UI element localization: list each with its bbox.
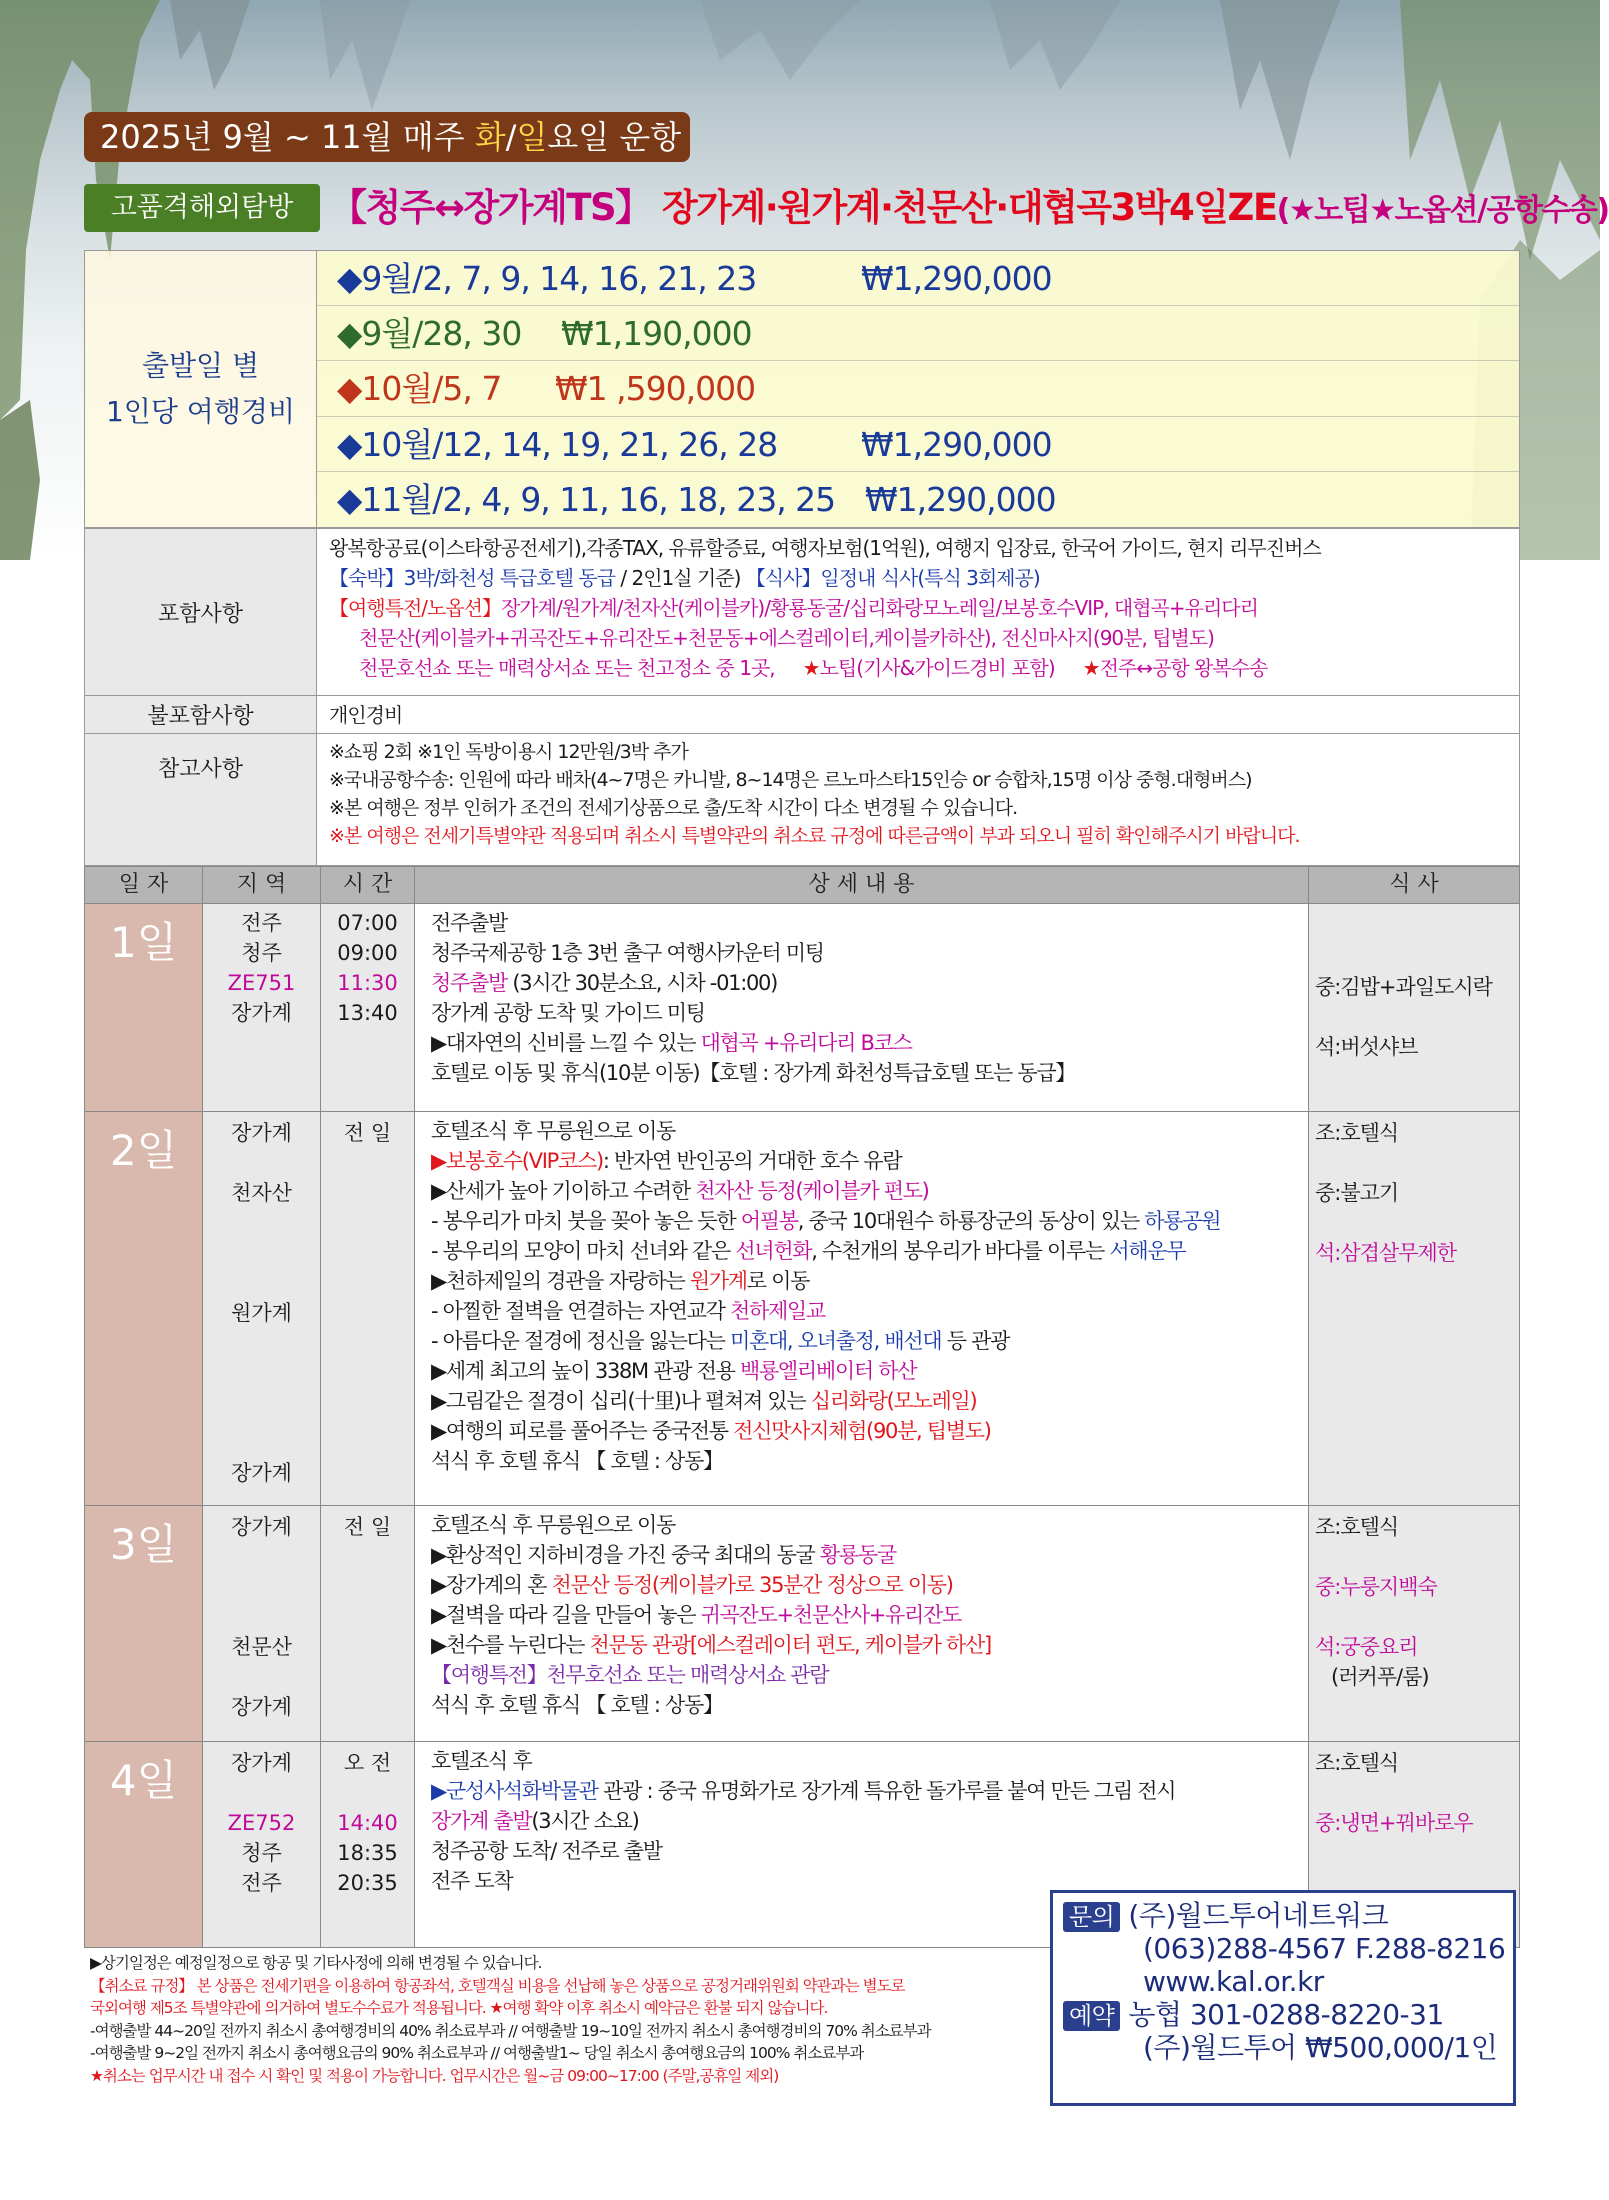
includes-notip: 노팁(기사&가이드경비 포함) [819, 656, 1055, 680]
detail-text: - 아찔한 절벽을 연결하는 자연교각 [431, 1299, 730, 1323]
detail-highlight: 천자산 등정(케이블카 편도) [695, 1179, 929, 1203]
title-route: 【청주↔장가계TS】 [330, 186, 651, 229]
excludes-section [84, 696, 1520, 734]
day-meals [1309, 904, 1519, 1111]
detail-text: , 수천개의 봉우리가 바다를 이루는 [811, 1239, 1110, 1263]
includes-special-list: 장가계/원가계/천자산(케이블카)/황룡동굴/십리화랑모노레일/보봉호수VIP, 대협곡+유리다리 [500, 596, 1258, 620]
meal: 중:불고기 [1315, 1181, 1399, 1205]
region: 원가계 [231, 1301, 292, 1325]
includes-meal: 【식사】일정내 식사(특식 3회제공) [745, 566, 1040, 590]
region: 전주 [241, 911, 282, 935]
time: 14:40 [337, 1811, 398, 1835]
detail-highlight: 대협곡 +유리다리 B코스 [700, 1031, 912, 1055]
day-details [415, 1112, 1309, 1505]
day-label: 4일 [85, 1742, 203, 1947]
detail-line [431, 1206, 1296, 1236]
detail-line: 호텔조식 후 무릉원으로 이동 [431, 1513, 675, 1537]
detail-text: ▶산세가 높아 기이하고 수려한 [431, 1179, 696, 1203]
includes-line [329, 593, 1507, 623]
cancel-policy-text: 국외여행 제5조 특별약관에 의거하여 별도수수료가 적용됩니다. [90, 1999, 490, 2017]
detail-line: 전주 도착 [431, 1869, 513, 1893]
includes-hotel: 【숙박】3박/화천성 특급호텔 동급 [329, 566, 616, 590]
day-regions [203, 1112, 321, 1505]
notes-line: ※쇼핑 2회 ※1인 독방이용시 12만원/3박 추가 [329, 741, 688, 763]
detail-line [431, 1570, 1296, 1600]
includes-line [329, 653, 1507, 683]
title-main: 장가계·원가계·천문산·대협곡3박4일ZE [650, 186, 1277, 229]
footer-line [90, 1975, 1054, 1998]
detail-highlight: 백룡엘리베이터 하산 [739, 1359, 917, 1383]
notes-label: 참고사항 [85, 734, 317, 865]
detail-text: ▶그림같은 절경이 십리(十里)나 펼쳐져 있는 [431, 1389, 811, 1413]
region: 천문산 [231, 1635, 292, 1659]
includes-special-label: 【여행특전/노옵션】 [329, 596, 501, 620]
detail-line: 호텔조식 후 무릉원으로 이동 [431, 1119, 675, 1143]
day-details [415, 904, 1309, 1111]
day-times [321, 904, 415, 1111]
excludes-label: 불포함사항 [85, 696, 317, 733]
price-row [317, 361, 1519, 416]
day-meals [1309, 1506, 1519, 1741]
notes-section [84, 734, 1520, 866]
day-regions [203, 1742, 321, 1947]
day-label: 1일 [85, 904, 203, 1111]
meal: 석:삼겹살무제한 [1315, 1241, 1457, 1265]
includes-show: 천문호선쇼 또는 매력상서쇼 또는 천고정소 중 1곳, [359, 656, 775, 680]
season-day-tue: 화 [474, 118, 506, 156]
day-regions [203, 904, 321, 1111]
star-icon: ★ [802, 656, 820, 680]
detail-text: ▶대자연의 신비를 느낄 수 있는 [431, 1031, 701, 1055]
detail-text: , 중국 10대원수 하룡장군의 동상이 있는 [797, 1209, 1145, 1233]
meal: (러커푸/룸) [1331, 1665, 1429, 1689]
time: 07:00 [337, 911, 398, 935]
meal: 석:버섯샤브 [1315, 1035, 1418, 1059]
footer-line: -여행출발 44~20일 전까지 취소시 총여행경비의 40% 취소료부과 // 여행출발 19~10일 전까지 취소시 총여행경비의 70% 취소료부과 [90, 2021, 931, 2040]
detail-text: (3시간 소요) [531, 1809, 639, 1833]
detail-line: 전주출발 [431, 911, 507, 935]
cancel-policy-text: 본 상품은 전세기편을 이용하여 항공좌석, 호텔객실 비용을 선납해 놓은 상품으로 공정거래위원회 약관과는 별도로 [192, 1976, 905, 1995]
detail-line [431, 1806, 1296, 1836]
flight-code: ZE751 [227, 971, 296, 995]
detail-text: 등 관광 [941, 1329, 1010, 1353]
header-time: 시 간 [321, 867, 415, 903]
day-times [321, 1742, 415, 1947]
region: 장가계 [231, 1121, 292, 1145]
detail-text: - 봉우리의 모양이 마치 선녀와 같은 [431, 1239, 736, 1263]
price-dates: ◆10월/12, 14, 19, 21, 26, 28 [337, 424, 778, 464]
price-row [317, 472, 1519, 527]
contact-account-row [1063, 1998, 1503, 2031]
detail-highlight: 황룡동굴 [819, 1543, 896, 1567]
detail-highlight: 귀곡잔도+천문산사+유리잔도 [700, 1603, 961, 1627]
category-tag: 고품격해외탐방 [84, 184, 320, 232]
schedule-table [84, 866, 1520, 1948]
price-label-line1: 출발일 별 [141, 349, 260, 382]
price-amount: ₩1,290,000 [861, 259, 1052, 298]
meal: 조:호텔식 [1315, 1515, 1399, 1539]
detail-text: : 반자연 반인공의 거대한 호수 유람 [602, 1149, 902, 1173]
detail-line [431, 1326, 1296, 1356]
region: 장가계 [231, 1695, 292, 1719]
includes-label: 포함사항 [85, 529, 317, 695]
day-times [321, 1112, 415, 1505]
detail-highlight: ▶보봉호수(VIP코스) [431, 1149, 603, 1173]
detail-highlight: 전신맛사지체험(90분, 팁별도) [733, 1419, 991, 1443]
day-label: 3일 [85, 1506, 203, 1741]
season-suffix: 요일 운항 [547, 118, 682, 156]
day-meals [1309, 1112, 1519, 1505]
contact-deposit: (주)월드투어 ₩500,000/1인 [1143, 2031, 1498, 2064]
detail-line: 【여행특전】천무호선쇼 또는 매력상서쇼 관람 [431, 1663, 829, 1687]
detail-highlight: 천하제일교 [729, 1299, 825, 1323]
footer-notes [84, 1948, 1054, 2108]
season-banner [84, 112, 690, 162]
detail-line [431, 968, 1296, 998]
detail-highlight: 천문산 등정(케이블카로 35분간 정상으로 이동) [551, 1573, 953, 1597]
detail-highlight: ▶군성사석화박물관 [431, 1779, 598, 1803]
deposit-notice: ★여행 확약 이후 취소시 예약금은 환불 되지 않습니다. [489, 1999, 828, 2017]
meal: 조:호텔식 [1315, 1751, 1399, 1775]
detail-line: 청주국제공항 1층 3번 출구 여행사카운터 미팅 [431, 941, 824, 965]
header-region: 지 역 [203, 867, 321, 903]
season-day-sun: 일 [516, 118, 548, 156]
region: 장가계 [231, 1515, 292, 1539]
price-amount: ₩1,290,000 [861, 424, 1052, 464]
detail-line [431, 1356, 1296, 1386]
detail-text: ▶여행의 피로를 풀어주는 중국전통 [431, 1419, 734, 1443]
detail-line [431, 1386, 1296, 1416]
detail-line: 석식 후 호텔 휴식 【 호텔 : 상동】 [431, 1449, 723, 1473]
time: 18:35 [337, 1841, 398, 1865]
day-row-3 [85, 1505, 1519, 1741]
time: 09:00 [337, 941, 398, 965]
detail-highlight: 선녀헌화 [735, 1239, 812, 1263]
price-amount: ₩1,190,000 [561, 314, 752, 354]
detail-text: ▶천하제일의 경관을 자랑하는 [431, 1269, 690, 1293]
time: 오 전 [343, 1751, 392, 1775]
meal: 조:호텔식 [1315, 1121, 1399, 1145]
notes-line: ※본 여행은 정부 인허가 조건의 전세기상품으로 출/도착 시간이 다소 변경될 수 있습니다. [329, 797, 1018, 819]
includes-room: / 2인1실 기준) [615, 566, 746, 590]
detail-text: ▶세계 최고의 높이 338M 관광 전용 [431, 1359, 740, 1383]
tour-title [330, 178, 1609, 238]
star-icon: ★ [1082, 656, 1100, 680]
contact-company: (주)월드투어네트워크 [1128, 1899, 1389, 1932]
time: 전 일 [343, 1515, 392, 1539]
day-label: 2일 [85, 1112, 203, 1505]
price-label [85, 251, 317, 527]
footer-line: -여행출발 9~2일 전까지 취소시 총여행요금의 90% 취소료부과 // 여행출발1~ 당일 취소시 총여행요금의 100% 취소료부과 [90, 2044, 864, 2062]
region: 천자산 [231, 1181, 292, 1205]
header-day: 일 자 [85, 867, 203, 903]
price-table [84, 250, 1520, 528]
season-separator: / [505, 118, 517, 156]
time: 전 일 [343, 1121, 392, 1145]
detail-highlight: 미혼대, 오녀출정, 배선대 [729, 1329, 942, 1353]
contact-company-row [1063, 1899, 1503, 1932]
detail-line [431, 1600, 1296, 1630]
price-row [317, 306, 1519, 361]
detail-line [431, 1540, 1296, 1570]
detail-text: (3시간 30분소요, 시차 -01:00) [506, 971, 777, 995]
flight-code: ZE752 [227, 1811, 296, 1835]
meal: 중:김밥+과일도시락 [1315, 975, 1492, 999]
footer-line [90, 1997, 1054, 2020]
price-amount: ₩1,290,000 [865, 479, 1056, 519]
price-row [317, 417, 1519, 472]
detail-highlight: 장가계 출발 [431, 1809, 532, 1833]
time: 13:40 [337, 1001, 398, 1025]
includes-line: 천문산(케이블카+귀곡잔도+유리잔도+천문동+에스컬레이터,케이블카하산), 전신마사지(90분, 팁별도) [359, 626, 1214, 650]
meal: 중:누룽지백숙 [1315, 1575, 1437, 1599]
detail-line: 석식 후 호텔 휴식 【 호텔 : 상동】 [431, 1693, 723, 1717]
detail-highlight: 천문동 관광[에스컬레이터 편도, 케이블카 하산] [589, 1633, 991, 1657]
detail-text: - 아름다운 절경에 정신을 잃는다는 [431, 1329, 730, 1353]
includes-section [84, 528, 1520, 696]
includes-text [317, 529, 1519, 695]
day-row-2 [85, 1111, 1519, 1505]
meal: 석:궁중요리 [1315, 1635, 1418, 1659]
price-rows [317, 251, 1519, 527]
time: 20:35 [337, 1871, 398, 1895]
day-details [415, 1506, 1309, 1741]
day-times [321, 1506, 415, 1741]
contact-phone: (063)288-4567 F.288-8216 [1143, 1932, 1506, 1965]
detail-line [431, 1416, 1296, 1446]
day-regions [203, 1506, 321, 1741]
meal: 중:냉면+꿔바로우 [1315, 1811, 1473, 1835]
detail-line: 청주공항 도착/ 전주로 출발 [431, 1839, 662, 1863]
detail-text: ▶천수를 누린다는 [431, 1633, 590, 1657]
footer-line: ▶상기일정은 예정일정으로 항공 및 기타사정에 의해 변경될 수 있습니다. [90, 1954, 542, 1972]
contact-account: 농협 301-0288-8220-31 [1128, 1998, 1444, 2031]
detail-line: 호텔로 이동 및 휴식(10분 이동)【호텔 : 장가계 화천성특급호텔 또는 동급】 [431, 1061, 1076, 1085]
region: 장가계 [231, 1461, 292, 1485]
detail-line: 호텔조식 후 [431, 1749, 532, 1773]
region: 장가계 [231, 1001, 292, 1025]
detail-text: 로 이동 [746, 1269, 810, 1293]
detail-highlight: 하룡공원 [1144, 1209, 1221, 1233]
schedule-header [85, 867, 1519, 903]
day-row-1 [85, 903, 1519, 1111]
detail-line [431, 1236, 1296, 1266]
price-dates: ◆9월/28, 30 [337, 314, 522, 354]
price-dates: ◆10월/5, 7 [337, 369, 502, 409]
region: 청주 [241, 1841, 282, 1865]
region: 전주 [241, 1871, 282, 1895]
detail-text: 관광 : 중국 유명화가로 장가계 특유한 돌가루를 붙여 만든 그림 전시 [597, 1779, 1176, 1803]
price-row [317, 251, 1519, 306]
detail-text: - 봉우리가 마치 붓을 꽂아 놓은 듯한 [431, 1209, 741, 1233]
contact-website[interactable]: www.kal.or.kr [1143, 1965, 1324, 1998]
header-detail: 상 세 내 용 [415, 867, 1309, 903]
cancel-policy-label: 【취소료 규정】 [90, 1976, 193, 1995]
detail-line [431, 1266, 1296, 1296]
includes-transfer: 전주↔공항 왕복수송 [1099, 656, 1268, 680]
price-dates: ◆9월/2, 7, 9, 14, 16, 21, 23 [337, 259, 757, 298]
title-sub: (★노팁★노옵션/공항수송) [1276, 193, 1609, 228]
detail-line: 장가계 공항 도착 및 가이드 미팅 [431, 1001, 705, 1025]
contact-box [1050, 1890, 1516, 2106]
detail-text: ▶장가계의 혼 [431, 1573, 552, 1597]
price-label-line2: 1인당 여행경비 [105, 395, 295, 428]
detail-line [431, 1146, 1296, 1176]
detail-highlight: 원가계 [689, 1269, 747, 1293]
detail-line [431, 1296, 1296, 1326]
notes-text [317, 734, 1519, 865]
includes-line [329, 563, 1507, 593]
price-amount: ₩1 ,590,000 [555, 369, 756, 409]
detail-highlight: 십리화랑(모노레일) [810, 1389, 977, 1413]
footer-line: ★취소는 업무시간 내 접수 시 확인 및 적용이 가능합니다. 업무시간은 월~금 09:00~17:00 (주말,공휴일 제외) [90, 2066, 779, 2085]
region: 청주 [241, 941, 282, 965]
inquiry-badge: 문의 [1063, 1902, 1120, 1932]
detail-highlight: 청주출발 [431, 971, 507, 995]
detail-line [431, 1776, 1296, 1806]
price-dates: ◆11월/2, 4, 9, 11, 16, 18, 23, 25 [337, 479, 836, 519]
region: 장가계 [231, 1751, 292, 1775]
excludes-text: 개인경비 [329, 703, 403, 727]
time: 11:30 [337, 971, 398, 995]
detail-highlight: 어필봉 [740, 1209, 798, 1233]
detail-line [431, 1176, 1296, 1206]
detail-highlight: 서해운무 [1109, 1239, 1186, 1263]
notes-line: ※국내공항수송: 인원에 따라 배차(4~7명은 카니발, 8~14명은 르노마스타15인승 or 승합차,15명 이상 중형.대형버스) [329, 769, 1252, 791]
detail-text: ▶환상적인 지하비경을 가진 중국 최대의 동굴 [431, 1543, 820, 1567]
detail-line [431, 1630, 1296, 1660]
detail-text: ▶절벽을 따라 길을 만들어 놓은 [431, 1603, 701, 1627]
includes-line: 왕복항공료(이스타항공전세기),각종TAX, 유류할증료, 여행자보험(1억원), 여행지 입장료, 한국어 가이드, 현지 리무진버스 [329, 536, 1321, 560]
detail-line [431, 1028, 1296, 1058]
season-prefix: 2025년 9월 ~ 11월 매주 [100, 118, 475, 156]
reserve-badge: 예약 [1063, 2001, 1120, 2031]
notes-line: ※본 여행은 전세기특별약관 적용되며 취소시 특별약관의 취소료 규정에 따른금액이 부과 되오니 필히 확인해주시기 바랍니다. [329, 825, 1300, 847]
header-meal: 식 사 [1389, 872, 1439, 897]
